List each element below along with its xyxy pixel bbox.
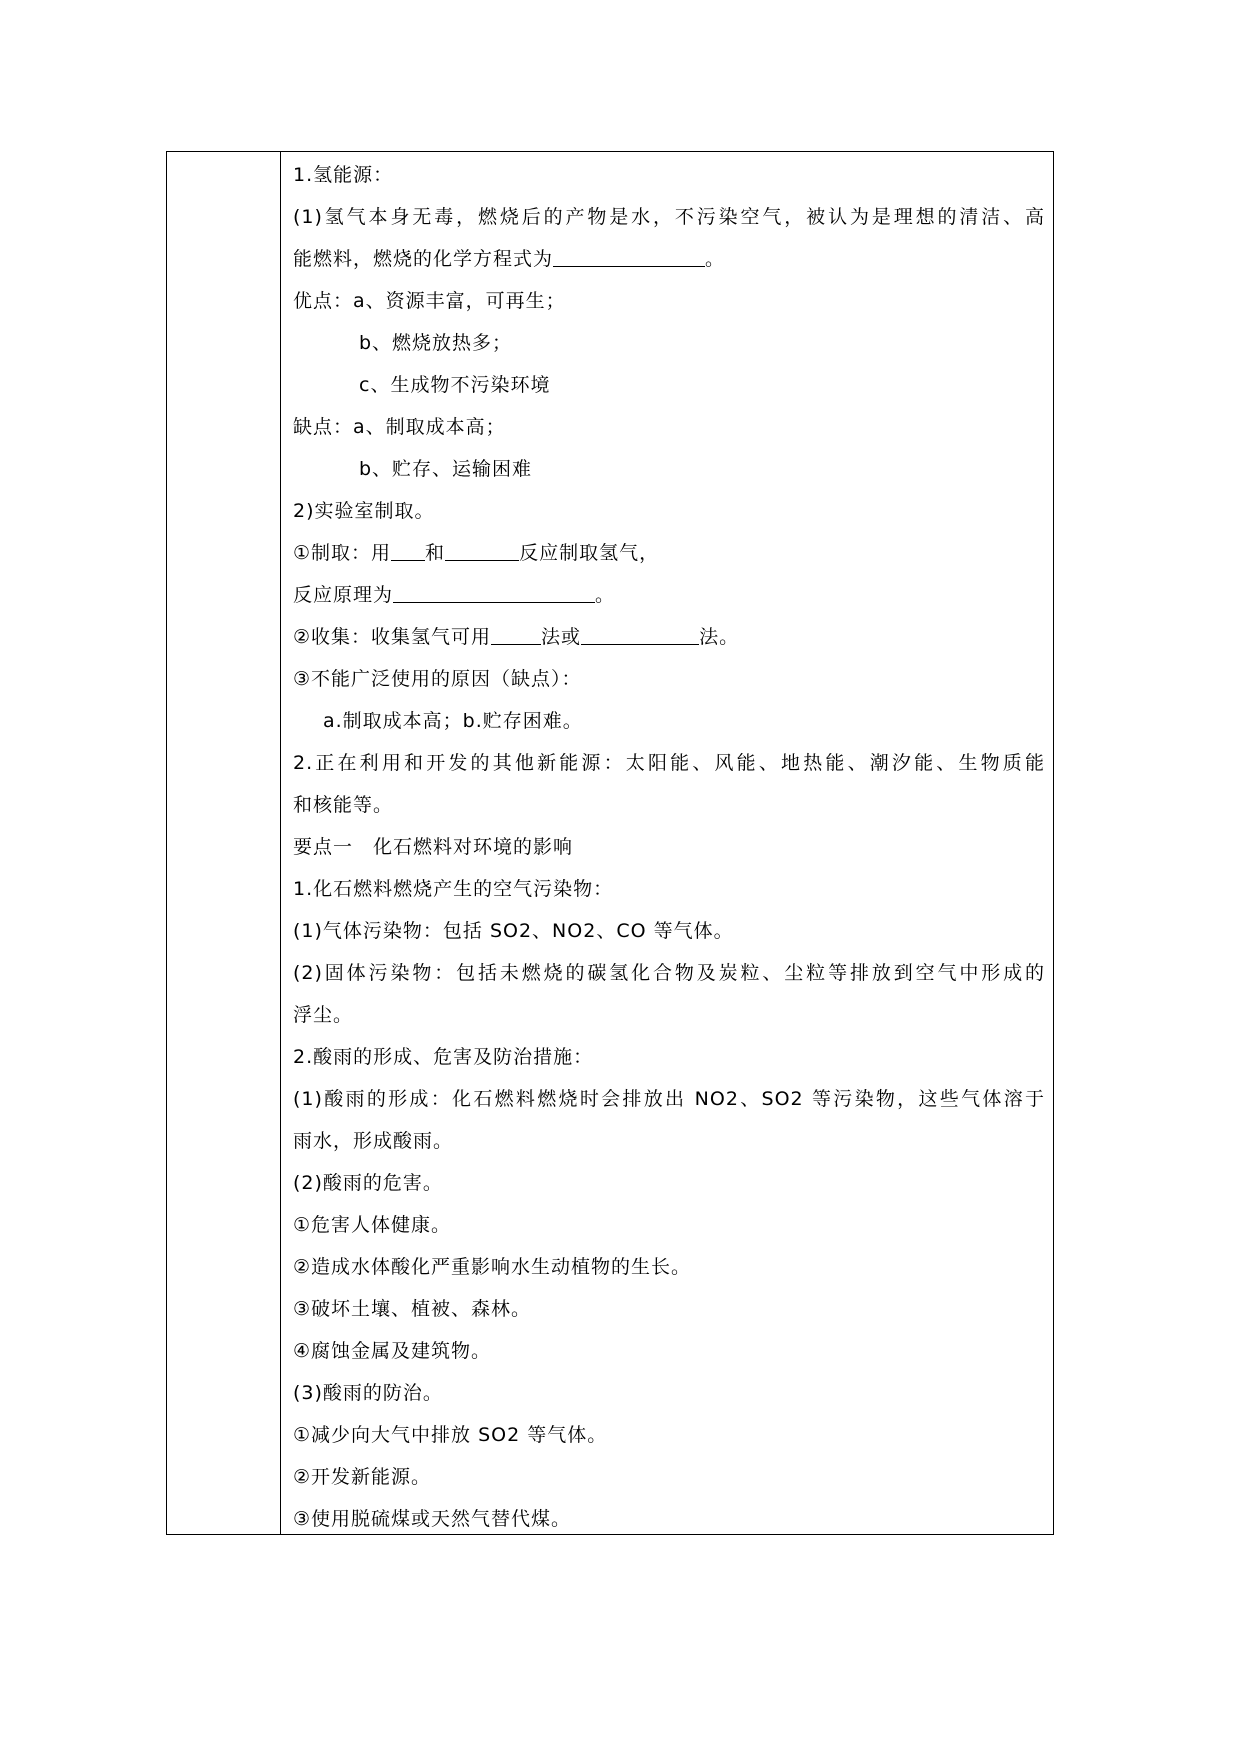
text-line: ①减少向大气中排放 SO2 等气体。 [293,1424,608,1446]
text-line: c、生成物不污染环境 [359,374,551,396]
fill-in-blank[interactable] [491,622,541,645]
fill-in-blank[interactable] [393,580,595,603]
text-line: ①危害人体健康。 [293,1214,452,1236]
text-line: 1.化石燃料燃烧产生的空气污染物： [293,878,614,900]
text-fragment: 和 [425,542,446,564]
text-line: 2)实验室制取。 [293,500,435,522]
text-fragment: 法或 [541,626,582,648]
text-line: ③使用脱硫煤或天然气替代煤。 [293,1508,572,1530]
text-line [293,574,1045,616]
text-fragment: 。 [705,248,726,270]
text-fragment: 法。 [699,626,740,648]
fill-in-blank[interactable] [391,538,425,561]
text-fragment: 反应制取氢气， [519,542,660,564]
text-line [293,238,1045,280]
text-fragment: ②收集：收集氢气可用 [293,626,492,648]
text-line: 2.酸雨的形成、危害及防治措施： [293,1046,594,1068]
text-line: b、贮存、运输困难 [359,458,533,480]
text-line: b、燃烧放热多； [359,332,513,354]
text-line: (1)氢气本身无毒，燃烧后的产物是水，不污染空气，被认为是理想的清洁、高 [293,206,1045,228]
text-line: 1.氢能源： [293,164,394,186]
section-heading: 要点一 化石燃料对环境的影响 [293,836,574,858]
text-line: 雨水，形成酸雨。 [293,1130,454,1152]
text-line [293,532,1045,574]
text-fragment: 。 [595,584,616,606]
text-line: ②造成水体酸化严重影响水生动植物的生长。 [293,1256,692,1278]
text-line: ③不能广泛使用的原因（缺点）： [293,668,582,690]
text-line [293,616,1045,658]
text-line: ③破坏土壤、植被、森林。 [293,1298,532,1320]
label-cell [167,152,281,1534]
text-line: (2)固体污染物：包括未燃烧的碳氢化合物及炭粒、尘粒等排放到空气中形成的 [293,962,1045,984]
text-fragment: ①制取：用 [293,542,392,564]
text-line: (1)气体污染物：包括 SO2、NO2、CO 等气体。 [293,920,734,942]
text-line: a.制取成本高；b.贮存困难。 [323,710,583,732]
text-fragment: 反应原理为 [293,584,394,606]
fill-in-blank[interactable] [445,538,519,561]
text-line: (1)酸雨的形成：化石燃料燃烧时会排放出 NO2、SO2 等污染物，这些气体溶于 [293,1088,1045,1110]
fill-in-blank[interactable] [581,622,699,645]
text-line: ②开发新能源。 [293,1466,432,1488]
text-line: 浮尘。 [293,1004,354,1026]
text-line: ④腐蚀金属及建筑物。 [293,1340,492,1362]
text-line: 优点：a、资源丰富，可再生； [293,290,566,312]
text-line: (2)酸雨的危害。 [293,1172,443,1194]
text-line: 和核能等。 [293,794,394,816]
fill-in-blank[interactable] [553,244,705,267]
content-table [166,151,1054,1535]
text-line: 2.正在利用和开发的其他新能源：太阳能、风能、地热能、潮汐能、生物质能 [293,752,1045,774]
content-cell [293,154,1045,1540]
text-line: (3)酸雨的防治。 [293,1382,443,1404]
text-line: 缺点：a、制取成本高； [293,416,506,438]
text-fragment: 能燃料，燃烧的化学方程式为 [293,248,554,270]
